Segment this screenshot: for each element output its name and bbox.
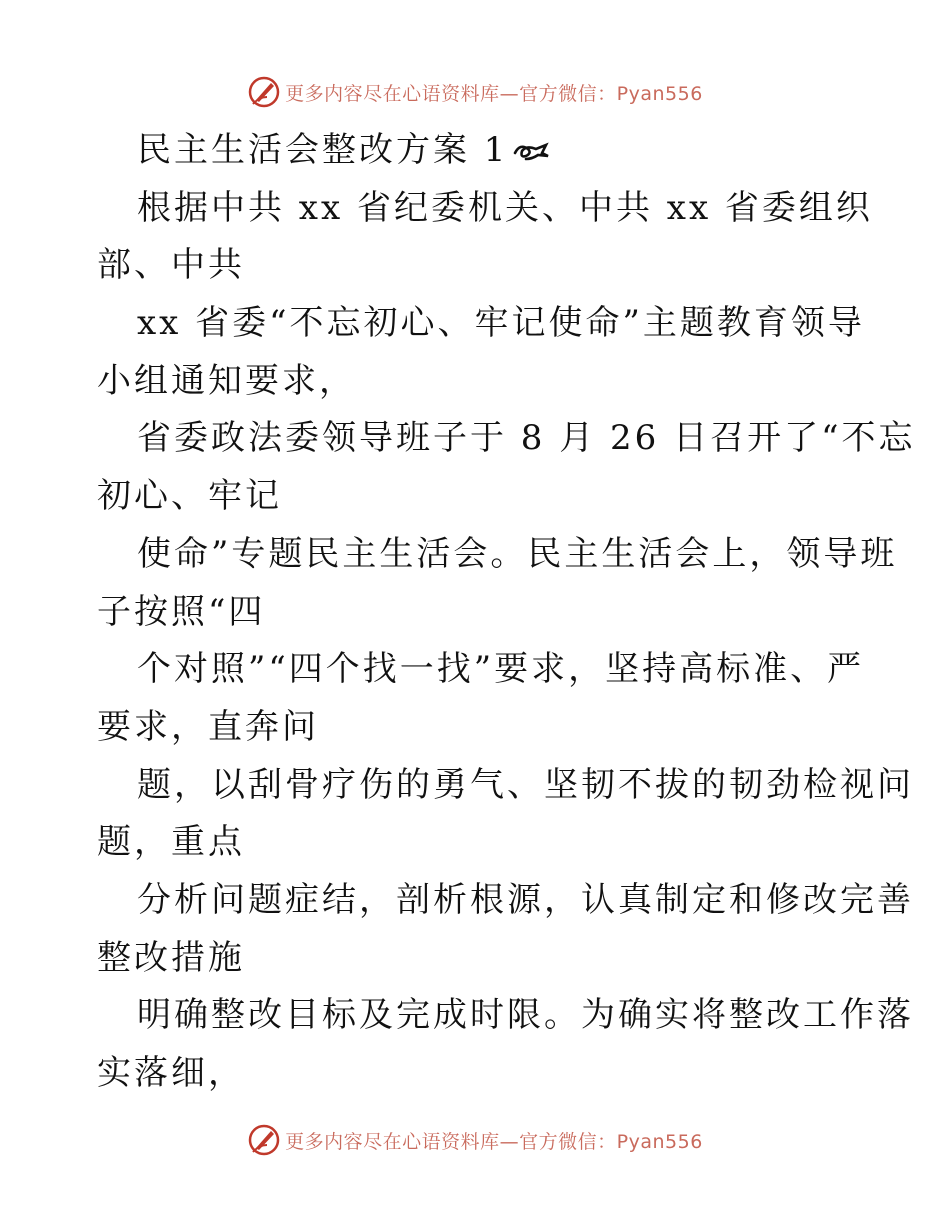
paragraph-line: 分析问题症结，剖析根源，认真制定和修改完善 — [137, 879, 914, 920]
header-watermark — [0, 70, 950, 114]
paragraph-line: 题，重点 — [97, 822, 245, 863]
footer-watermark-text: 更多内容尽在心语资料库—官方微信：Pyan556 — [285, 1130, 703, 1153]
paragraph-line: 实落细， — [97, 1053, 245, 1093]
paragraph-line: 根据中共 xx 省纪委机关、中共 xx 省委组织 — [137, 187, 873, 228]
paragraph-line: 省委政法委领导班子于 8 月 26 日召开了“不忘 — [137, 418, 916, 459]
paragraph-line: 小组通知要求， — [97, 360, 356, 401]
paragraph-line: 整改措施 — [97, 937, 245, 978]
paragraph-line: 初心、牢记 — [97, 476, 282, 517]
paragraph-line: 明确整改目标及完成时限。为确实将整改工作落 — [137, 995, 914, 1036]
paragraph-line: 子按照“四 — [97, 591, 266, 632]
document-body — [97, 122, 916, 1103]
paragraph-line: 要求，直奔问 — [97, 706, 319, 747]
paragraph-line: 使命”专题民主生活会。民主生活会上，领导班 — [137, 533, 898, 574]
paragraph-line: 部、中共 — [97, 245, 245, 286]
document-title — [97, 122, 857, 180]
paragraph-line: xx 省委“不忘初心、牢记使命”主题教育领导 — [137, 303, 865, 344]
document-title-text: 民主生活会整改方案 1 — [137, 130, 509, 170]
header-watermark-text: 更多内容尽在心语资料库—官方微信：Pyan556 — [285, 82, 703, 105]
quill-seal-icon — [247, 1123, 281, 1157]
footer-watermark — [0, 1118, 950, 1162]
flourish-icon — [512, 139, 550, 163]
quill-seal-icon — [247, 75, 281, 109]
paragraph-line: 题，以刮骨疗伤的勇气、坚韧不拔的韧劲检视问 — [137, 764, 914, 805]
paragraph-line: 个对照”“四个找一找”要求，坚持高标准、严 — [137, 649, 865, 690]
